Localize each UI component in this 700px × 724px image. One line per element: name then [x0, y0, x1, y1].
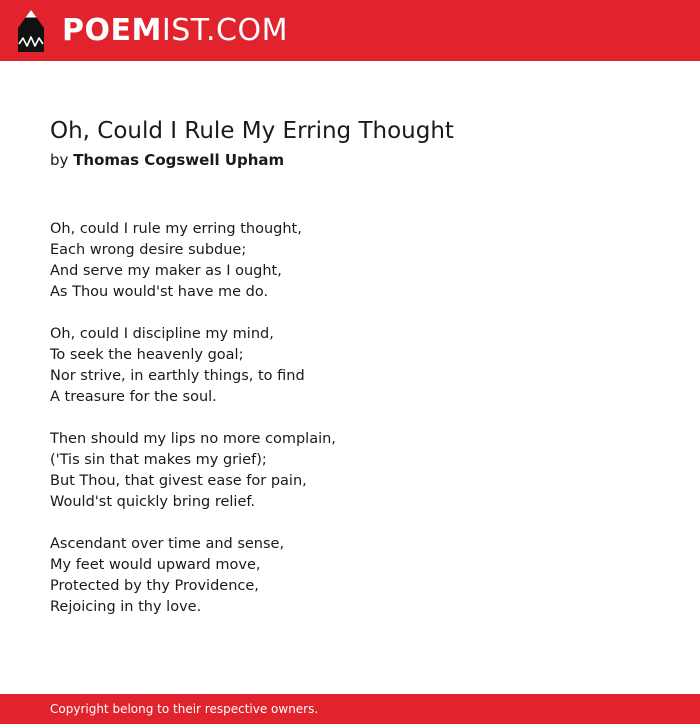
poem-line: Then should my lips no more complain,: [50, 431, 336, 447]
site-logo-link[interactable]: [18, 10, 288, 52]
poem-line: Each wrong desire subdue;: [50, 242, 247, 258]
site-footer: [0, 694, 700, 724]
logo-text-bold: POEM: [62, 13, 162, 48]
stanza: [50, 534, 670, 618]
poem-title: Oh, Could I Rule My Erring Thought: [50, 118, 454, 144]
byline-prefix: by: [50, 151, 69, 169]
copyright-text: Copyright belong to their respective owners.: [50, 702, 319, 716]
poem-line: A treasure for the soul.: [50, 389, 217, 405]
poem-line: My feet would upward move,: [50, 557, 261, 573]
poem-line: Ascendant over time and sense,: [50, 536, 285, 552]
poem-content: [50, 113, 670, 639]
site-logo-text: [62, 10, 288, 52]
byline: [50, 149, 670, 171]
logo-text-light: IST.COM: [161, 13, 288, 48]
poem-line: Would'st quickly bring relief.: [50, 494, 256, 510]
stanza: [50, 219, 670, 303]
pencil-icon: [18, 10, 44, 52]
poem-line: ('Tis sin that makes my grief);: [50, 452, 267, 468]
poem-line: As Thou would'st have me do.: [50, 284, 269, 300]
stanza: [50, 324, 670, 408]
poem-line: To seek the heavenly goal;: [50, 347, 244, 363]
poem-line: And serve my maker as I ought,: [50, 263, 282, 279]
poem-line: But Thou, that givest ease for pain,: [50, 473, 307, 489]
poem-line: Rejoicing in thy love.: [50, 599, 202, 615]
author-link[interactable]: Thomas Cogswell Upham: [73, 151, 285, 169]
stanza: [50, 429, 670, 513]
poem-line: Oh, could I discipline my mind,: [50, 326, 274, 342]
site-header: [0, 0, 700, 61]
poem-line: Oh, could I rule my erring thought,: [50, 221, 302, 237]
poem-line: Protected by thy Providence,: [50, 578, 259, 594]
poem-line: Nor strive, in earthly things, to find: [50, 368, 305, 384]
poem-body: [50, 219, 670, 618]
